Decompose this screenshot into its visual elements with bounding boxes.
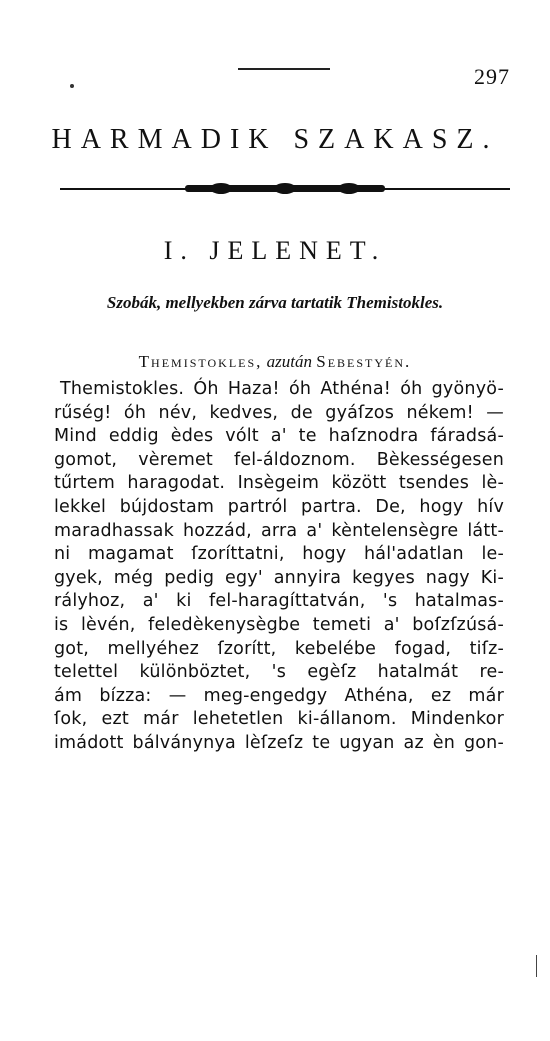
- ornamental-divider: [60, 184, 510, 194]
- text-line: ám bízza: — meg-engedgy Athéna, ez már: [54, 685, 504, 706]
- text-line: Themistokles. Óh Haza! óh Athéna! óh gyönyö-: [60, 379, 504, 399]
- running-head: [0, 58, 550, 98]
- stage-direction: Szobák, mellyekben zárva tartatik Themistokles.: [106, 293, 444, 312]
- page-number: 297: [474, 64, 510, 89]
- text-line: Mind eddig èdes vólt a' te haſznodra fáradsá-: [54, 426, 504, 447]
- header-rule: [238, 68, 330, 70]
- scene-title: I. JELENET.: [163, 236, 387, 265]
- divider-node: [338, 183, 360, 194]
- margin-mark: [536, 955, 537, 977]
- text-line: is lèvén, feledèkenysègbe temeti a' boſzſzúsá-: [54, 614, 504, 635]
- text-line: rályhoz, a' ki fel-haragíttatván, 's hatalmas-: [54, 591, 504, 612]
- text-line: maradhassak hozzád, arra a' kèntelensègre látt-: [54, 520, 504, 541]
- text-line: ſok, ezt már lehetetlen ki-állanom. Mindenkor: [54, 709, 504, 730]
- cast-name-primary: Themistokles,: [138, 352, 263, 371]
- divider-node: [274, 183, 296, 194]
- text-line: gomot, vèremet fel-áldoznom. Bèkességesen: [54, 449, 504, 470]
- text-line: lekkel bújdostam partról partra. De, hogy hív: [54, 496, 504, 517]
- body-text: [54, 378, 504, 756]
- text-line: imádott bálványnya lèſzeſz te ugyan az èn gon-: [54, 732, 504, 753]
- cast-connector: azután: [266, 352, 313, 371]
- text-line: got, mellyéhez ſzorítt, kebelébe fogad, tiſz-: [54, 638, 504, 659]
- text-line: telettel különböztet, 's egèſz hatalmát re-: [54, 662, 504, 683]
- cast-name-secondary: Sebestyén.: [316, 352, 412, 371]
- ink-speck: [70, 84, 74, 88]
- text-line: ni magamat ſzoríttatni, hogy hál'adatlan le-: [54, 544, 504, 565]
- section-title: HARMADIK SZAKASZ.: [51, 124, 499, 155]
- divider-node: [210, 183, 232, 194]
- text-line: gyek, még pedig egy' annyira kegyes nagy Ki-: [54, 567, 504, 588]
- text-line: rűség! óh név, kedves, de gyáſzos nékem! —: [54, 402, 504, 423]
- text-line: tűrtem haragodat. Insègeim között tsendes lè-: [54, 473, 504, 494]
- cast-line: [0, 352, 550, 372]
